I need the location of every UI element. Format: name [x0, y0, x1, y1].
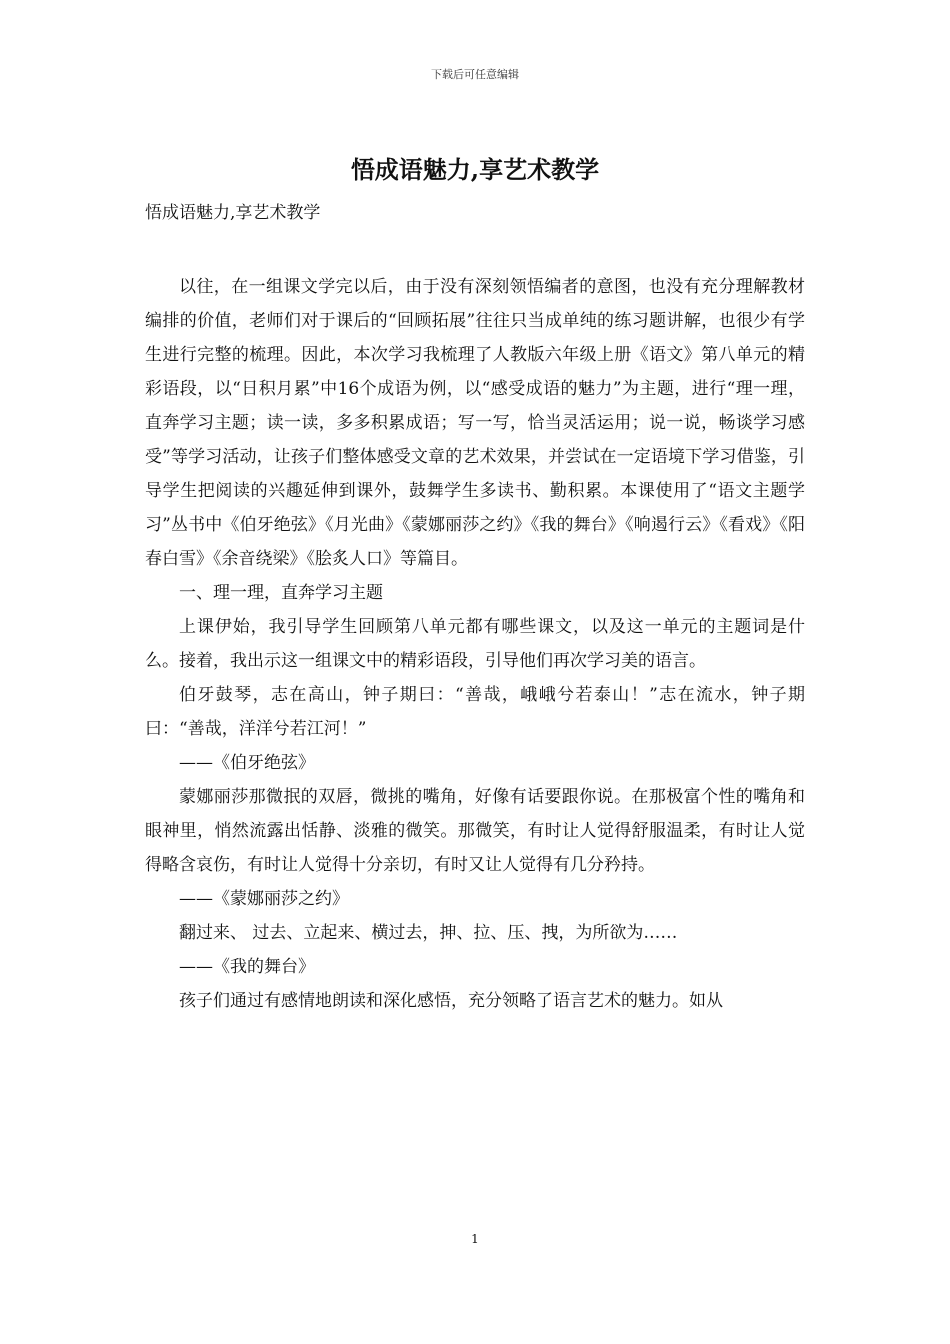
quote-monalisa: 蒙娜丽莎那微抿的双唇，微挑的嘴角，好像有话要跟你说。在那极富个性的嘴角和眼神里，悄然流露出恬静、淡雅的微笑。那微笑，有时让人觉得舒服温柔，有时让人觉得略含哀伤，有时让人觉得十分亲切，有时又让人觉得有几分矜持。	[145, 787, 805, 875]
quote-source-monalisa: ——《蒙娜丽莎之约》	[179, 889, 349, 909]
document-title: 悟成语魅力,享艺术教学	[350, 155, 600, 184]
page-number: 1	[471, 1232, 479, 1246]
document-subtitle: 悟成语魅力,享艺术教学	[145, 203, 321, 223]
section-heading-1: 一、理一理，直奔学习主题	[179, 583, 383, 603]
paragraph-conclusion: 孩子们通过有感情地朗读和深化感悟，充分领略了语言艺术的魅力。如从	[179, 991, 723, 1011]
quote-source-boya: ——《伯牙绝弦》	[179, 753, 315, 773]
quote-source-stage: ——《我的舞台》	[179, 957, 315, 977]
quote-boya: 伯牙鼓琴，志在高山，钟子期曰：“善哉，峨峨兮若泰山！”志在流水，钟子期曰：“善哉，洋洋兮若江河！”	[145, 685, 805, 739]
paragraph-section-1: 上课伊始，我引导学生回顾第八单元都有哪些课文，以及这一单元的主题词是什么。接着，我出示这一组课文中的精彩语段，引导他们再次学习美的语言。	[145, 617, 805, 671]
quote-stage: 翻过来、 过去、立起来、横过去，抻、拉、压、拽，为所欲为……	[179, 923, 678, 943]
page-header-note: 下载后可任意编辑	[431, 68, 519, 81]
paragraph-intro: 以往，在一组课文学完以后，由于没有深刻领悟编者的意图，也没有充分理解教材编排的价值，老师们对于课后的“回顾拓展”往往只当成单纯的练习题讲解，也很少有学生进行完整的梳理。因此，本次学习我梳理了人教版六年级上册《语文》第八单元的精彩语段，以“日积月累”中16个成语为例，以“感受成语的魅力”为主题，进行“理一理，直奔学习主题；读一读，多多积累成语；写一写，恰当灵活运用；说一说，畅谈学习感受”等学习活动，让孩子们整体感受文章的艺术效果，并尝试在一定语境下学习借鉴，引导学生把阅读的兴趣延伸到课外，鼓舞学生多读书、勤积累。本课使用了“语文主题学习”丛书中《伯牙绝弦》《月光曲》《蒙娜丽莎之约》《我的舞台》《响遏行云》《看戏》《阳春白雪》《余音绕梁》《脍炙人口》等篇目。	[145, 277, 805, 569]
document-body	[145, 270, 805, 1018]
